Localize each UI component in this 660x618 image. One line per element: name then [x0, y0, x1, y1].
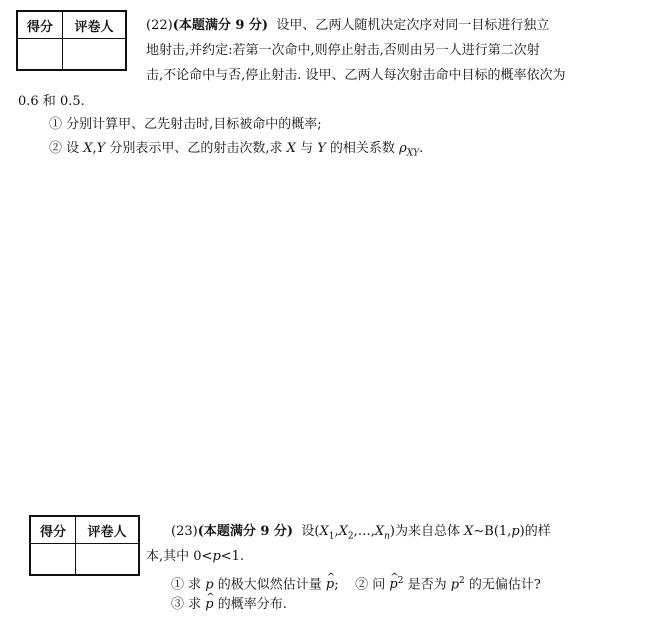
var-x: X	[374, 524, 385, 539]
text: ,…,	[353, 524, 375, 539]
text: 的极大似然估计量	[213, 577, 326, 593]
subscript: 2	[347, 531, 354, 542]
text: 的概率分布.	[213, 597, 287, 612]
score-header: 得分	[17, 11, 63, 39]
p-hat: ^ p	[389, 577, 397, 593]
rho-subscript: XY	[406, 148, 420, 159]
q22-points: (本题满分 9 分)	[172, 18, 269, 33]
q22-text1: 设甲、乙两人随机决定次序对同一目标进行独立	[276, 18, 550, 33]
q23-line2	[146, 549, 244, 565]
superscript: 2	[459, 576, 465, 586]
score-cell[interactable]	[30, 544, 76, 576]
subscript: 1	[328, 531, 335, 542]
q23-line1	[171, 524, 551, 545]
text: .	[419, 141, 424, 156]
var-p: p	[511, 524, 520, 539]
rho-symbol: ρ	[399, 141, 407, 156]
text: ③ 求	[171, 597, 206, 612]
var-x: X	[286, 141, 296, 156]
text: 分别表示甲、乙的射击次数,求	[105, 141, 287, 156]
q22-line1	[146, 18, 549, 34]
q22-number: (22)	[146, 18, 173, 33]
var-x: X	[83, 141, 93, 156]
text: 的无偏估计?	[464, 577, 541, 593]
q23-points: (本题满分 9 分)	[197, 524, 294, 539]
q23-items-1-2	[171, 573, 541, 593]
text: ∼B(1,	[473, 524, 512, 539]
superscript: 2	[397, 576, 404, 586]
q22-line2: 地射击,并约定:若第一次命中,则停止射击,否则由另一人进行第二次射	[146, 43, 540, 58]
q23-number: (23)	[171, 524, 198, 539]
grader-header: 评卷人	[63, 11, 127, 39]
text: ① 求	[171, 577, 206, 593]
q22-line4: 0.6 和 0.5.	[18, 94, 85, 109]
q23-item3	[171, 597, 287, 613]
var-p: p	[212, 549, 221, 564]
var-x: X	[464, 524, 474, 539]
text: )为来自总体	[389, 524, 465, 539]
text: 设(	[301, 524, 320, 539]
score-cell[interactable]	[17, 39, 63, 71]
p-hat: ^ p	[205, 597, 213, 613]
text: <1.	[220, 549, 245, 564]
score-header: 得分	[30, 516, 76, 544]
var-p: p	[205, 577, 214, 593]
subscript: n	[384, 531, 390, 542]
var-y: Y	[317, 141, 326, 156]
var-p: p	[450, 577, 460, 593]
q22-item2	[49, 141, 423, 162]
text: 的相关系数	[325, 141, 400, 156]
grader-cell[interactable]	[63, 39, 127, 71]
text: 本,其中 0<	[146, 549, 213, 564]
text: 与	[295, 141, 318, 156]
text: 是否为	[403, 577, 451, 593]
grader-cell[interactable]	[76, 544, 140, 576]
score-table-q22	[16, 10, 127, 71]
text: )的样	[519, 524, 551, 539]
text: ;	[334, 577, 339, 593]
text: ② 问	[355, 577, 390, 593]
var-x: X	[319, 524, 329, 539]
var-y: Y	[96, 141, 106, 156]
score-table-q23	[29, 515, 140, 576]
text: ,	[334, 524, 339, 539]
grader-header: 评卷人	[76, 516, 140, 544]
p-hat: ^ p	[326, 577, 334, 593]
q22-line3: 击,不论命中与否,停止射击. 设甲、乙两人每次射击命中目标的概率依次为	[146, 68, 566, 83]
text: ,	[92, 141, 97, 156]
q22-item1: ① 分别计算甲、乙先射击时,目标被命中的概率;	[49, 117, 322, 132]
var-x: X	[338, 524, 348, 539]
text: ② 设	[49, 141, 84, 156]
